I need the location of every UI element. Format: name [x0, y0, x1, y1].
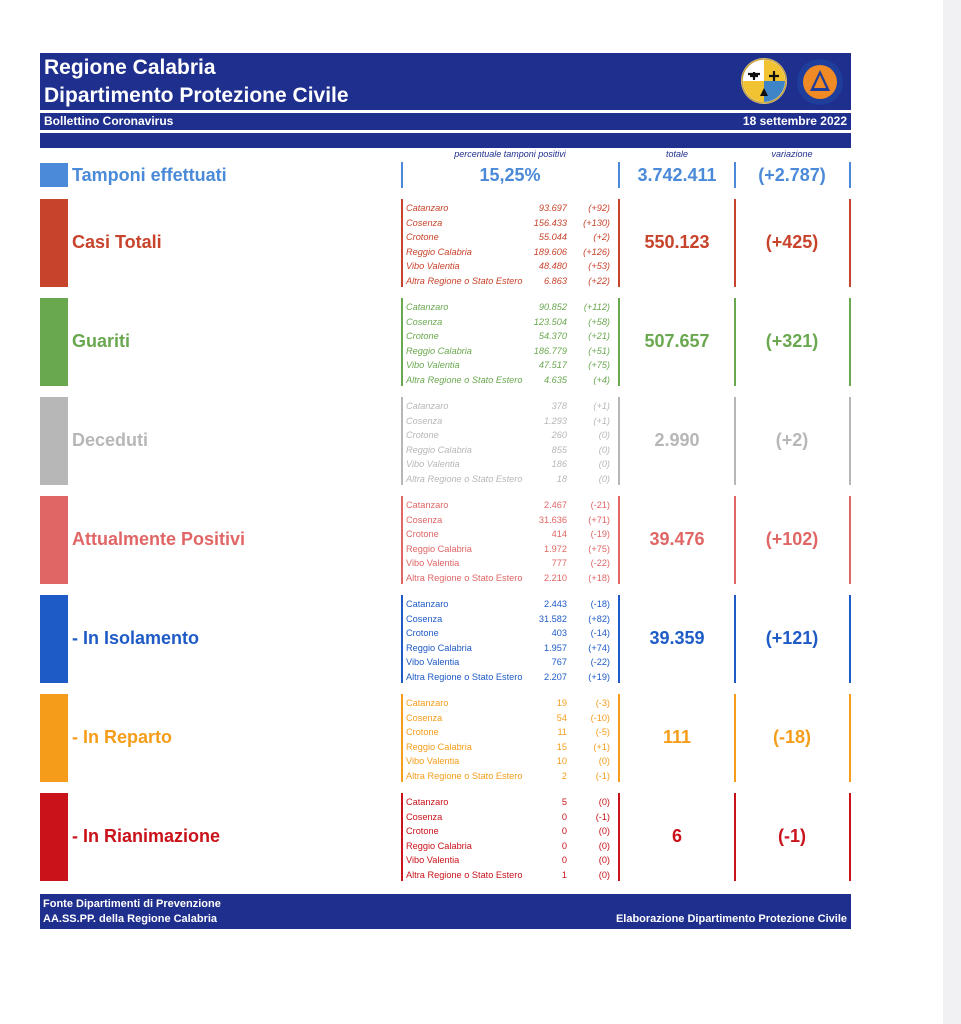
province-delta: (-18) — [590, 599, 610, 609]
province-name: Reggio Calabria — [406, 444, 472, 455]
province-name: Reggio Calabria — [406, 840, 472, 851]
divider — [849, 793, 851, 881]
province-value: 15 — [556, 741, 567, 752]
province-row — [404, 274, 614, 289]
divider — [849, 595, 851, 683]
province-row — [404, 612, 614, 627]
province-value: 855 — [551, 444, 567, 455]
province-name: Reggio Calabria — [406, 246, 472, 257]
section-variation: (-1) — [778, 826, 806, 846]
province-value: 47.517 — [538, 360, 567, 371]
section-swatch — [40, 694, 68, 782]
province-name: Altra Regione o Stato Estero — [406, 869, 523, 880]
divider — [734, 162, 736, 188]
province-name: Cosenza — [406, 415, 443, 426]
province-value: 93.697 — [538, 203, 567, 213]
section-rianimazione — [0, 793, 961, 883]
province-value: 186.779 — [533, 345, 567, 356]
province-value: 777 — [551, 558, 567, 569]
province-row — [404, 315, 614, 330]
province-row — [404, 740, 614, 755]
tamponi-total: 3.742.411 — [637, 165, 717, 185]
province-value: 48.480 — [538, 261, 567, 272]
province-delta: (+75) — [588, 543, 610, 554]
province-delta: (+74) — [588, 642, 610, 653]
province-delta: (-1) — [595, 811, 610, 822]
province-row — [404, 868, 614, 883]
province-delta: (+71) — [588, 514, 610, 525]
province-row — [404, 670, 614, 685]
province-value: 6.863 — [544, 275, 567, 286]
province-name: Reggio Calabria — [406, 741, 472, 752]
province-row — [404, 824, 614, 839]
province-name: Vibo Valentia — [406, 756, 460, 767]
province-delta: (0) — [598, 430, 610, 441]
province-value: 156.433 — [533, 217, 567, 228]
province-row — [404, 373, 614, 388]
province-name: Altra Regione o Stato Estero — [406, 374, 523, 385]
province-value: 0 — [561, 840, 567, 851]
province-value: 260 — [551, 430, 567, 441]
province-value: 55.044 — [538, 232, 567, 243]
province-name: Crotone — [406, 331, 439, 342]
province-row — [404, 300, 614, 315]
divider — [849, 199, 851, 287]
tamponi-swatch — [40, 163, 68, 187]
province-row — [404, 329, 614, 344]
divider — [618, 298, 620, 386]
province-delta: (0) — [598, 756, 610, 767]
divider — [734, 595, 736, 683]
province-value: 31.582 — [538, 613, 567, 624]
province-row — [404, 259, 614, 274]
province-row — [404, 641, 614, 656]
province-value: 2.210 — [544, 572, 567, 583]
divider — [618, 162, 620, 188]
region-title: Regione Calabria — [44, 56, 216, 79]
department-title: Dipartimento Protezione Civile — [44, 84, 349, 107]
province-row — [404, 542, 614, 557]
section-swatch — [40, 397, 68, 485]
divider — [618, 397, 620, 485]
province-delta: (-19) — [590, 529, 610, 540]
province-delta: (-1) — [595, 770, 610, 781]
province-name: Altra Regione o Stato Estero — [406, 572, 523, 583]
province-delta: (+18) — [588, 572, 610, 583]
province-delta: (+22) — [588, 275, 610, 286]
section-total: 6 — [671, 826, 682, 846]
province-name: Cosenza — [406, 712, 443, 723]
divider — [734, 199, 736, 287]
total-column-header: totale — [665, 149, 689, 159]
section-label: - In Reparto — [72, 727, 173, 747]
section-label: Deceduti — [72, 430, 149, 450]
province-name: Crotone — [406, 232, 439, 243]
province-delta: (-5) — [595, 727, 610, 738]
province-name: Cosenza — [406, 811, 443, 822]
divider — [849, 496, 851, 584]
province-name: Altra Regione o Stato Estero — [406, 770, 523, 781]
province-row — [404, 725, 614, 740]
civil-protection-logo-icon — [796, 58, 844, 106]
province-value: 31.636 — [538, 514, 567, 525]
province-delta: (+58) — [588, 316, 610, 327]
divider — [401, 793, 403, 881]
bulletin-subtitle: Bollettino Coronavirus — [44, 114, 174, 128]
section-reparto — [0, 694, 961, 784]
province-name: Cosenza — [406, 316, 443, 327]
section-label: - In Rianimazione — [72, 826, 221, 846]
province-list — [404, 300, 614, 388]
footer-source-line2: AA.SS.PP. della Regione Calabria — [43, 913, 218, 925]
percent-column-header: percentuale tamponi positivi — [454, 149, 566, 159]
divider — [734, 694, 736, 782]
tamponi-percent: 15,25% — [479, 165, 541, 185]
bulletin-subheader — [40, 113, 851, 130]
divider — [849, 397, 851, 485]
province-row — [404, 795, 614, 810]
divider — [401, 694, 403, 782]
province-value: 54 — [556, 712, 567, 723]
section-label: Guariti — [72, 331, 131, 351]
divider — [734, 496, 736, 584]
province-row — [404, 655, 614, 670]
province-delta: (0) — [598, 869, 610, 880]
province-row — [404, 230, 614, 245]
province-row — [404, 344, 614, 359]
province-list — [404, 498, 614, 586]
divider — [734, 397, 736, 485]
bulletin-header — [40, 53, 851, 110]
province-delta: (+53) — [588, 261, 610, 272]
section-guariti — [0, 298, 961, 388]
province-delta: (-14) — [590, 628, 610, 639]
section-swatch — [40, 595, 68, 683]
province-delta: (+130) — [583, 217, 610, 228]
province-delta: (-3) — [595, 698, 610, 708]
province-delta: (+4) — [593, 374, 610, 385]
section-total: 507.657 — [644, 331, 710, 351]
divider — [618, 793, 620, 881]
province-delta: (+1) — [593, 415, 610, 426]
province-value: 403 — [551, 628, 567, 639]
divider — [849, 162, 851, 188]
province-value: 1.972 — [544, 543, 567, 554]
section-swatch — [40, 298, 68, 386]
province-delta: (+1) — [593, 401, 610, 411]
province-delta: (0) — [598, 797, 610, 807]
province-value: 18 — [556, 473, 567, 484]
province-value: 767 — [551, 657, 567, 668]
province-row — [404, 769, 614, 784]
province-value: 54.370 — [538, 331, 567, 342]
province-value: 123.504 — [533, 316, 567, 327]
province-delta: (-22) — [590, 558, 610, 569]
province-value: 1 — [561, 869, 567, 880]
province-value: 1.957 — [544, 642, 567, 653]
divider — [849, 298, 851, 386]
province-list — [404, 795, 614, 883]
province-name: Vibo Valentia — [406, 558, 460, 569]
section-variation: (+121) — [765, 628, 819, 648]
divider — [401, 298, 403, 386]
divider — [734, 793, 736, 881]
province-name: Crotone — [406, 628, 439, 639]
province-value: 10 — [556, 756, 567, 767]
province-name: Crotone — [406, 430, 439, 441]
section-label: Casi Totali — [72, 232, 162, 252]
divider — [849, 694, 851, 782]
province-delta: (0) — [598, 473, 610, 484]
section-label: - In Isolamento — [72, 628, 200, 648]
tamponi-label: Tamponi effettuati — [72, 165, 227, 185]
province-row — [404, 399, 614, 414]
province-row — [404, 358, 614, 373]
section-variation: (+102) — [765, 529, 819, 549]
section-variation: (-18) — [772, 727, 811, 747]
province-delta: (-22) — [590, 657, 610, 668]
province-value: 2.467 — [544, 500, 567, 510]
footer-source-line1: Fonte Dipartimenti di Prevenzione — [43, 898, 221, 910]
province-delta: (0) — [598, 444, 610, 455]
province-delta: (+21) — [588, 331, 610, 342]
province-name: Catanzaro — [406, 302, 449, 312]
province-row — [404, 853, 614, 868]
section-total: 39.476 — [649, 529, 705, 549]
province-value: 2.207 — [544, 671, 567, 682]
province-delta: (0) — [598, 840, 610, 851]
province-name: Cosenza — [406, 514, 443, 525]
section-deceduti — [0, 397, 961, 487]
province-row — [404, 696, 614, 711]
province-value: 378 — [551, 401, 567, 411]
section-variation: (+321) — [765, 331, 819, 351]
province-delta: (+75) — [588, 360, 610, 371]
province-value: 5 — [561, 797, 567, 807]
section-swatch — [40, 496, 68, 584]
province-value: 4.635 — [544, 374, 567, 385]
province-row — [404, 597, 614, 612]
province-list — [404, 696, 614, 784]
province-value: 0 — [561, 855, 567, 866]
province-name: Catanzaro — [406, 599, 449, 609]
section-swatch — [40, 793, 68, 881]
province-value: 0 — [561, 811, 567, 822]
province-name: Altra Regione o Stato Estero — [406, 473, 523, 484]
province-name: Altra Regione o Stato Estero — [406, 671, 523, 682]
bulletin-footer — [40, 894, 851, 929]
bulletin-date: 18 settembre 2022 — [742, 114, 847, 128]
province-row — [404, 201, 614, 216]
province-delta: (+19) — [588, 671, 610, 682]
variation-column-header: variazione — [771, 149, 813, 159]
province-value: 90.852 — [538, 302, 567, 312]
province-name: Cosenza — [406, 217, 443, 228]
province-value: 189.606 — [533, 246, 567, 257]
province-row — [404, 498, 614, 513]
section-variation: (+425) — [765, 232, 819, 252]
section-variation: (+2) — [775, 430, 809, 450]
tamponi-variation: (+2.787) — [758, 165, 826, 185]
province-value: 0 — [561, 826, 567, 837]
province-row — [404, 527, 614, 542]
province-value: 186 — [551, 459, 567, 470]
province-row — [404, 457, 614, 472]
province-name: Crotone — [406, 529, 439, 540]
region-coat-of-arms-icon — [741, 58, 787, 104]
province-row — [404, 839, 614, 854]
province-delta: (-10) — [590, 712, 610, 723]
divider — [401, 199, 403, 287]
province-name: Crotone — [406, 826, 439, 837]
province-row — [404, 428, 614, 443]
divider — [401, 595, 403, 683]
province-name: Vibo Valentia — [406, 459, 460, 470]
divider — [401, 162, 403, 188]
province-delta: (+51) — [588, 345, 610, 356]
province-row — [404, 513, 614, 528]
section-total: 111 — [662, 727, 692, 747]
divider — [401, 496, 403, 584]
divider — [618, 694, 620, 782]
province-value: 1.293 — [544, 415, 567, 426]
province-delta: (-21) — [590, 500, 610, 510]
province-name: Catanzaro — [406, 401, 449, 411]
province-name: Vibo Valentia — [406, 855, 460, 866]
province-row — [404, 810, 614, 825]
section-isolamento — [0, 595, 961, 685]
province-delta: (+82) — [588, 613, 610, 624]
section-total: 39.359 — [649, 628, 705, 648]
province-value: 2.443 — [544, 599, 567, 609]
province-name: Vibo Valentia — [406, 657, 460, 668]
footer-credit: Elaborazione Dipartimento Protezione Civile — [615, 913, 847, 925]
province-row — [404, 414, 614, 429]
section-swatch — [40, 199, 68, 287]
province-list — [404, 399, 614, 487]
province-delta: (+112) — [583, 302, 610, 312]
province-name: Catanzaro — [406, 797, 449, 807]
province-row — [404, 556, 614, 571]
divider — [618, 199, 620, 287]
province-row — [404, 216, 614, 231]
province-name: Vibo Valentia — [406, 360, 460, 371]
province-row — [404, 443, 614, 458]
province-name: Catanzaro — [406, 500, 449, 510]
province-delta: (0) — [598, 855, 610, 866]
province-row — [404, 626, 614, 641]
province-delta: (+2) — [593, 232, 610, 243]
divider — [618, 496, 620, 584]
divider — [734, 298, 736, 386]
province-name: Catanzaro — [406, 203, 449, 213]
province-delta: (0) — [598, 826, 610, 837]
province-row — [404, 245, 614, 260]
province-value: 414 — [551, 529, 567, 540]
province-name: Reggio Calabria — [406, 345, 472, 356]
province-value: 2 — [561, 770, 567, 781]
divider — [401, 397, 403, 485]
section-total: 550.123 — [644, 232, 710, 252]
province-row — [404, 472, 614, 487]
province-value: 11 — [557, 727, 567, 738]
province-row — [404, 754, 614, 769]
province-name: Catanzaro — [406, 698, 449, 708]
section-total: 2.990 — [654, 430, 700, 450]
province-name: Altra Regione o Stato Estero — [406, 275, 523, 286]
province-delta: (+1) — [593, 741, 610, 752]
header-divider-bar — [40, 133, 851, 148]
divider — [618, 595, 620, 683]
province-name: Vibo Valentia — [406, 261, 460, 272]
province-name: Reggio Calabria — [406, 543, 472, 554]
province-delta: (+126) — [583, 246, 610, 257]
province-list — [404, 201, 614, 289]
province-value: 19 — [556, 698, 567, 708]
province-delta: (+92) — [588, 203, 610, 213]
province-name: Reggio Calabria — [406, 642, 472, 653]
province-list — [404, 597, 614, 685]
section-label: Attualmente Positivi — [72, 529, 246, 549]
section-positivi — [0, 496, 961, 586]
province-name: Cosenza — [406, 613, 443, 624]
province-row — [404, 711, 614, 726]
province-delta: (0) — [598, 459, 610, 470]
province-name: Crotone — [406, 727, 439, 738]
section-casi — [0, 199, 961, 289]
province-row — [404, 571, 614, 586]
